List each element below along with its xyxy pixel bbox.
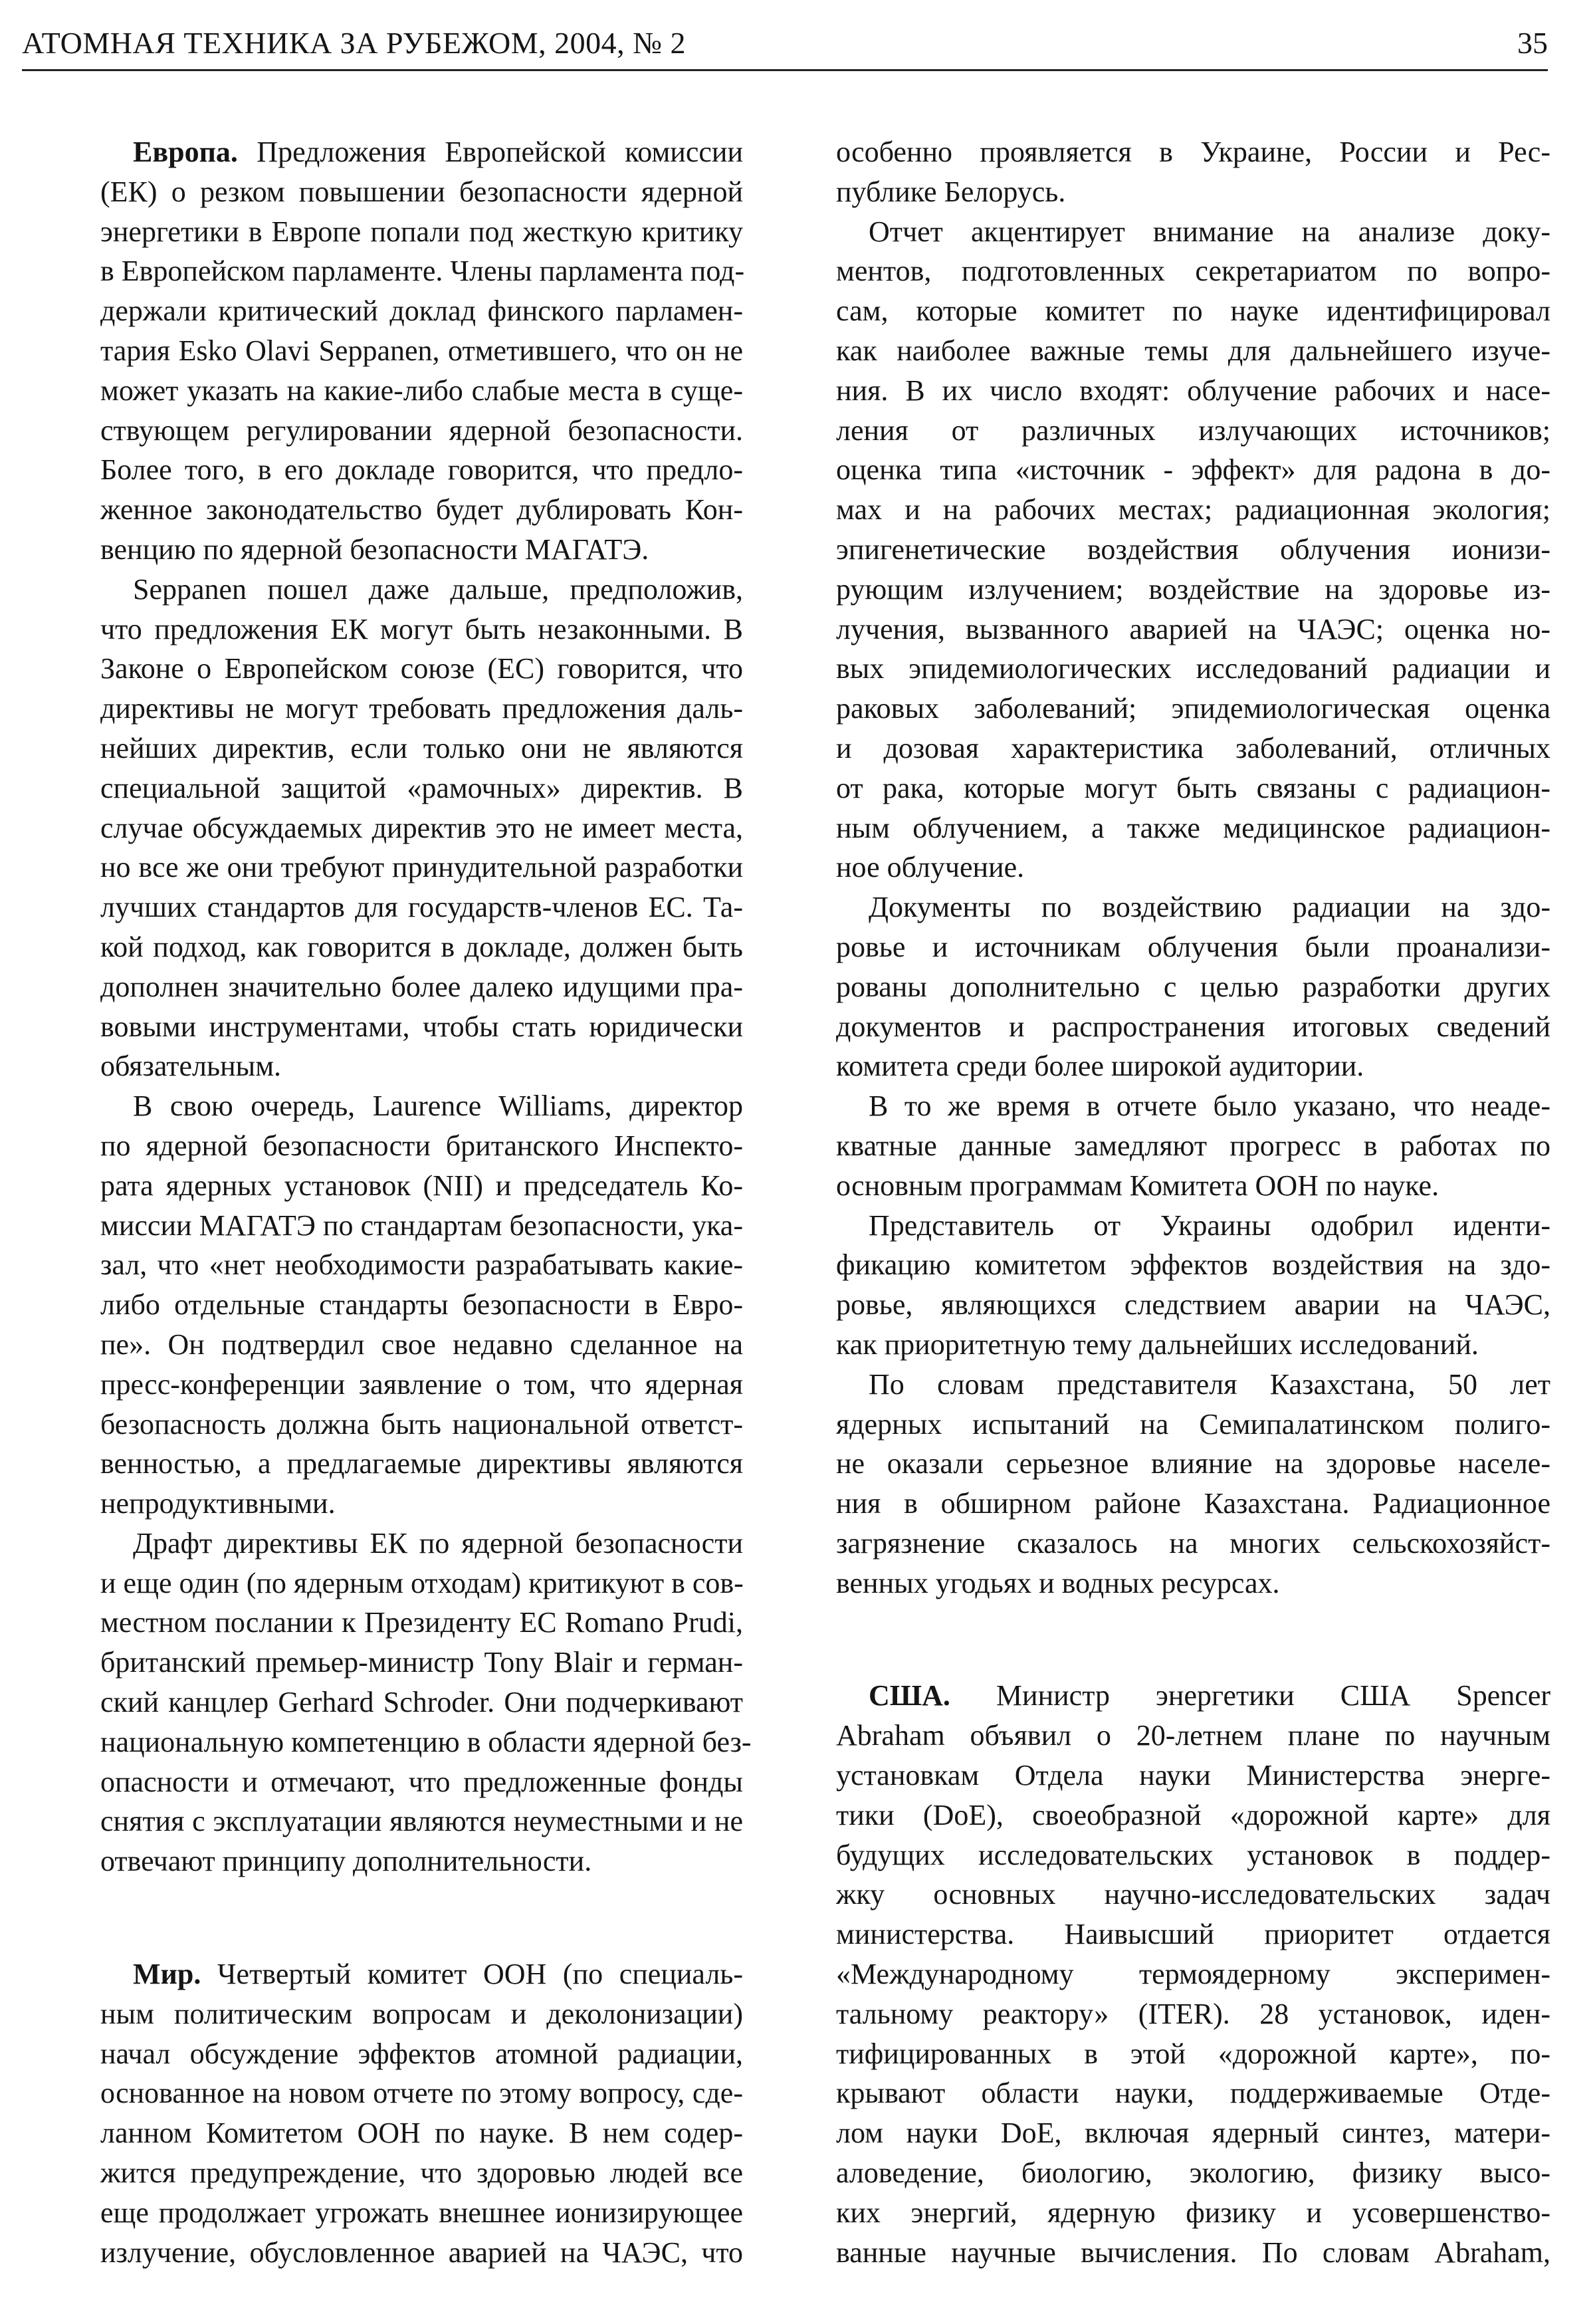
- paragraph: [100, 1524, 752, 1881]
- paragraph: [100, 1086, 743, 1524]
- text-line: непродуктивными.: [100, 1487, 336, 1520]
- text-line: ванные научные вычисления. По словам Abraham,: [836, 2236, 1550, 2269]
- text-line: жится предупреждение, что здоровью людей все: [100, 2156, 743, 2190]
- text-line: женное законодательство будет дублировать Кон-: [100, 493, 743, 526]
- text-line: загрязнение сказалось на многих сельскохозяйст-: [836, 1526, 1550, 1560]
- text-line: Документы по воздействию радиации на здо-: [869, 891, 1550, 924]
- text-line: будущих исследовательских установок в поддер-: [836, 1838, 1550, 1871]
- text-line: пе». Он подтвердил свое недавно сделанное на: [100, 1328, 743, 1361]
- text-line: сам, которые комитет по науке идентифицировал: [836, 294, 1550, 328]
- text-line: вых эпидемиологических исследований радиации и: [836, 652, 1550, 685]
- text-line: не оказали серьезное влияние на здоровье населе-: [836, 1447, 1550, 1480]
- text-line: эпигенетические воздействия облучения ионизи-: [836, 532, 1550, 566]
- text-line: В свою очередь, Laurence Williams, директор: [133, 1090, 743, 1123]
- text-line: [836, 1676, 1550, 1716]
- text-line: ровье и источникам облучения были проанализи-: [836, 930, 1550, 963]
- text-line: отвечают принципу дополнительности.: [100, 1845, 592, 1878]
- text-line: ский канцлер Gerhard Schroder. Они подчеркивают: [100, 1686, 743, 1719]
- text-line: как приоритетную тему дальнейших исследований.: [836, 1328, 1479, 1361]
- text-line: излучение, обусловленное аварией на ЧАЭС, что: [100, 2236, 743, 2269]
- paragraph: [100, 570, 743, 1086]
- text-line: установкам Отдела науки Министерства энерге-: [836, 1759, 1550, 1792]
- text-line: По словам представителя Казахстана, 50 лет: [869, 1367, 1550, 1401]
- text-line: миссии МАГАТЭ по стандартам безопасности, ука-: [100, 1209, 743, 1242]
- text-line: ное облучение.: [836, 851, 1025, 884]
- line-text: Четвертый комитет ООН (по специаль-: [201, 1958, 743, 1991]
- text-line: кватные данные замедляют прогресс в работах по: [836, 1129, 1550, 1162]
- text-line: ментов, подготовленных секретариатом по вопро-: [836, 255, 1550, 288]
- text-line: и дозовая характеристика заболеваний, отличных: [836, 731, 1550, 764]
- text-line: ствующем регулировании ядерной безопасности.: [100, 413, 743, 447]
- text-line: но все же они требуют принудительной разработки: [100, 851, 743, 884]
- text-line: кой подход, как говорится в докладе, должен быть: [100, 930, 743, 963]
- text-line: от рака, которые могут быть связаны с радиацион-: [836, 771, 1550, 804]
- section-heading: Европа.: [133, 136, 238, 168]
- text-line: либо отдельные стандарты безопасности в Евро-: [100, 1288, 743, 1322]
- paragraph: [836, 132, 1550, 212]
- text-line: жку основных научно-исследовательских задач: [836, 1878, 1550, 1911]
- text-line: Отчет акцентирует внимание на анализе доку-: [869, 215, 1550, 248]
- text-line: венцию по ядерной безопасности МАГАТЭ.: [100, 532, 649, 566]
- text-line: тифицированных в этой «дорожной карте», по-: [836, 2037, 1550, 2070]
- text-line: министерства. Наивысший приоритет отдается: [836, 1918, 1550, 1951]
- text-line: ядерных испытаний на Семипалатинском полиго-: [836, 1407, 1550, 1441]
- section-paragraph: [100, 1954, 743, 2272]
- text-line: британский премьер-министр Tony Blair и герман-: [100, 1646, 743, 1679]
- section-paragraph: [100, 132, 743, 570]
- text-line: [100, 1954, 743, 1994]
- text-line: ких энергий, ядерную физику и усовершенство-: [836, 2196, 1550, 2229]
- text-line: ровье, являющихся следствием аварии на ЧАЭС,: [836, 1288, 1550, 1322]
- running-header: [22, 25, 1548, 71]
- text-line: что предложения ЕК могут быть незаконными. В: [100, 612, 743, 645]
- text-line: Представитель от Украины одобрил иденти-: [869, 1209, 1550, 1242]
- journal-title: АТОМНАЯ ТЕХНИКА ЗА РУБЕЖОМ, 2004, № 2: [22, 26, 687, 60]
- text-line: документов и распространения итоговых сведений: [836, 1010, 1550, 1043]
- text-line: ления от различных излучающих источников;: [836, 413, 1550, 447]
- text-line: местном послании к Президенту ЕС Romano Prudi,: [100, 1606, 743, 1639]
- text-line: Seppanen пошел даже дальше, предположив,: [133, 572, 743, 606]
- text-line: венных угодьях и водных ресурсах.: [836, 1566, 1280, 1599]
- text-line: рованы дополнительно с целью разработки других: [836, 970, 1550, 1003]
- text-line: нейших директив, если только они не являются: [100, 731, 743, 764]
- text-line: (ЕК) о резком повышении безопасности ядерной: [100, 175, 743, 208]
- right-column: [836, 132, 1550, 2272]
- text-line: венностью, а предлагаемые директивы являются: [100, 1447, 743, 1480]
- text-line: лучения, вызванного аварией на ЧАЭС; оценка но-: [836, 612, 1550, 645]
- text-line: тальному реактору» (ITER). 28 установок, иден-: [836, 1997, 1550, 2030]
- text-line: директивы не могут требовать предложения даль-: [100, 692, 743, 725]
- page-number: 35: [1517, 26, 1548, 60]
- line-text: Министр энергетики США Spencer: [950, 1679, 1550, 1712]
- text-line: специальной защитой «рамочных» директив. В: [100, 771, 743, 804]
- text-line: рующим излучением; воздействие на здоровье из-: [836, 572, 1550, 606]
- text-line: [100, 132, 743, 172]
- text-line: обязательным.: [100, 1050, 282, 1083]
- text-line: Abraham объявил о 20-летнем плане по научным: [836, 1719, 1550, 1752]
- text-line: оценка типа «источник - эффект» для радона в до-: [836, 453, 1550, 487]
- text-line: в Европейском парламенте. Члены парламента под-: [100, 255, 745, 288]
- text-line: тики (DoE), своеобразной «дорожной карте» для: [836, 1798, 1550, 1831]
- text-line: пресс-конференции заявление о том, что ядерная: [100, 1367, 743, 1401]
- text-line: мах и на рабочих местах; радиационная экология;: [836, 493, 1550, 526]
- text-line: основанное на новом отчете по этому вопросу, сде-: [100, 2077, 743, 2110]
- text-line: вовыми инструментами, чтобы стать юридически: [100, 1010, 743, 1043]
- text-line: Законе о Европейском союзе (ЕС) говорится, что: [100, 652, 743, 685]
- text-line: публике Белорусь.: [836, 175, 1066, 208]
- line-text: Предложения Европейской комиссии: [237, 136, 743, 168]
- text-line: рата ядерных установок (NII) и председатель Ко-: [100, 1169, 743, 1202]
- left-column: [100, 132, 752, 2272]
- text-line: дополнен значительно более далеко идущими пра-: [100, 970, 743, 1003]
- text-line: Более того, в его докладе говорится, что предло-: [100, 453, 743, 487]
- text-line: случае обсуждаемых директив это не имеет места,: [100, 811, 743, 844]
- text-line: комитета среди более широкой аудитории.: [836, 1050, 1364, 1083]
- text-line: еще продолжает угрожать внешнее ионизирующее: [100, 2196, 743, 2229]
- text-line: аловедение, биологию, экологию, физику высо-: [836, 2156, 1550, 2190]
- paragraph: [836, 887, 1550, 1086]
- text-line: снятия с эксплуатации являются неуместными и не: [100, 1805, 743, 1838]
- section-heading: Мир.: [133, 1958, 201, 1991]
- text-line: зал, что «нет необходимости разрабатывать какие-: [100, 1248, 743, 1282]
- text-line: безопасность должна быть национальной ответст-: [100, 1407, 743, 1441]
- text-line: может указать на какие-либо слабые места в суще-: [100, 374, 743, 407]
- text-line: особенно проявляется в Украине, России и Рес-: [836, 136, 1550, 168]
- text-line: по ядерной безопасности британского Инспекто-: [100, 1129, 743, 1162]
- text-line: В то же время в отчете было указано, что неаде-: [869, 1090, 1550, 1123]
- text-line: национальную компетенцию в области ядерной без-: [100, 1725, 752, 1758]
- text-line: основным программам Комитета ООН по науке.: [836, 1169, 1439, 1202]
- paragraph: [836, 212, 1550, 888]
- text-line: крывают области науки, поддерживаемые Отде-: [836, 2077, 1550, 2110]
- text-line: раковых заболеваний; эпидемиологическая оценка: [836, 692, 1550, 725]
- text-line: лучших стандартов для государств-членов ЕС. Та-: [100, 891, 743, 924]
- paragraph: [836, 1206, 1550, 1365]
- text-line: ланном Комитетом ООН по науке. В нем содер-: [100, 2117, 743, 2150]
- text-line: и еще один (по ядерным отходам) критикуют в сов-: [100, 1566, 744, 1599]
- text-line: ния в обширном районе Казахстана. Радиационное: [836, 1487, 1550, 1520]
- text-line: держали критический доклад финского парламен-: [100, 294, 743, 328]
- text-line: ным облучением, а также медицинское радиацион-: [836, 811, 1550, 844]
- text-line: фикацию комитетом эффектов воздействия на здо-: [836, 1248, 1550, 1282]
- text-line: энергетики в Европе попали под жесткую критику: [100, 215, 743, 248]
- text-line: начал обсуждение эффектов атомной радиации,: [100, 2037, 743, 2070]
- text-line: «Международному термоядерному эксперимен-: [836, 1958, 1550, 1991]
- section-paragraph: [836, 1676, 1550, 2272]
- section-heading: США.: [869, 1679, 950, 1712]
- paragraph: [836, 1365, 1550, 1603]
- text-line: ния. В их число входят: облучение рабочих и насе-: [836, 374, 1550, 407]
- text-line: лом науки DoE, включая ядерный синтез, матери-: [836, 2117, 1550, 2150]
- text-line: Драфт директивы ЕК по ядерной безопасности: [133, 1526, 743, 1560]
- paragraph: [836, 1086, 1550, 1205]
- text-line: как наиболее важные темы для дальнейшего изуче-: [836, 334, 1550, 367]
- text-line: опасности и отмечают, что предложенные фонды: [100, 1765, 743, 1798]
- text-line: ным политическим вопросам и деколонизации): [100, 1997, 743, 2030]
- text-line: тария Esko Olavi Seppanen, отметившего, что он не: [100, 334, 743, 367]
